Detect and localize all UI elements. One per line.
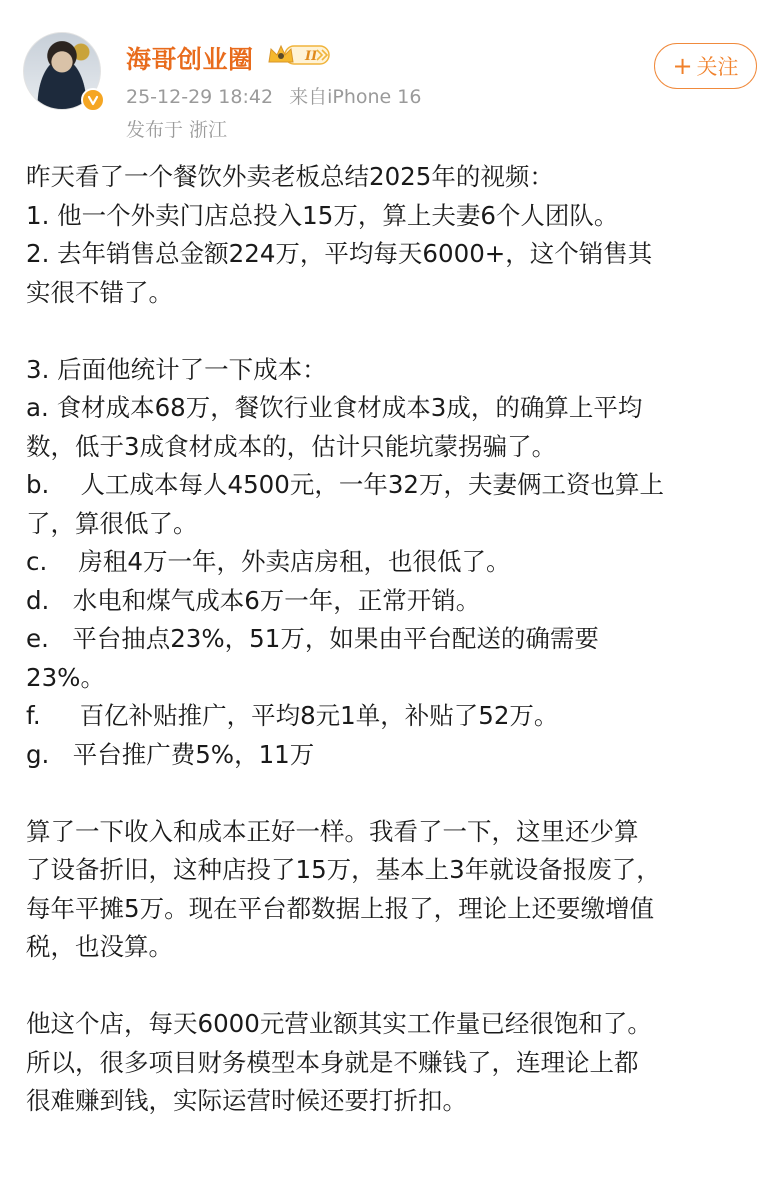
post-text-line: 数，低于3成食材成本的，估计只能坑蒙拐骗了。 [26,431,557,461]
paragraph-gap [26,967,766,1006]
avatar-container[interactable] [23,32,103,112]
post-meta [126,82,421,109]
plus-icon: + [672,52,693,80]
post-text-line: a. 食材成本68万，餐饮行业食材成本3成，的确算上平均 [26,393,643,422]
post-text-line: c. 房租4万一年，外卖店房租，也很低了。 [26,547,511,576]
paragraph-gap [26,312,766,351]
post-text-line: 税，也没算。 [26,932,173,961]
post-text-line: 2. 去年销售总金额224万，平均每天6000+，这个销售其 [26,239,653,268]
post-timestamp: 25-12-29 18:42 [126,86,274,108]
post-text-line: 每年平摊5万。现在平台都数据上报了，理论上还要缴增值 [26,893,655,923]
post-location: 发布于 浙江 [126,119,228,141]
verified-badge-icon [81,88,105,112]
post-text-line: d. 水电和煤气成本6万一年，正常开销。 [26,585,481,615]
post-text-line: b. 人工成本每人4500元，一年32万，夫妻俩工资也算上 [26,470,665,499]
post-text-line: 他这个店，每天6000元营业额其实工作量已经很饱和了。 [26,1009,652,1038]
post-text-line: 了，算很低了。 [26,508,198,538]
post-text-line: 3. 后面他统计了一下成本： [26,354,327,384]
author-name[interactable]: 海哥创业圈 [126,45,254,74]
follow-button-label: 关注 [696,55,739,79]
post-content [26,158,766,1121]
post-text-line: e. 平台抽点23%，51万，如果由平台配送的确需要 [26,624,599,653]
post-text-line: 很难赚到钱，实际运营时候还要打折扣。 [26,1086,467,1115]
post-text-line: g. 平台推广费5%，11万 [26,739,315,769]
post-text-line: f. 百亿补贴推广，平均8元1单，补贴了52万。 [26,701,559,730]
post-text-line: 所以，很多项目财务模型本身就是不赚钱了，连理论上都 [26,1047,639,1077]
post-text-line: 23%。 [26,662,105,692]
post-text-line: 昨天看了一个餐饮外卖老板总结2025年的视频： [26,162,554,191]
vip-level: II [305,49,318,64]
post-source: 来自iPhone 16 [289,86,422,108]
post-header [0,0,783,150]
follow-button[interactable] [654,43,757,89]
post-text-line: 了设备折旧，这种店投了15万，基本上3年就设备报废了， [26,855,661,884]
post-text-line: 实很不错了。 [26,277,173,307]
vip-badge[interactable] [267,42,331,68]
post-text-line: 算了一下收入和成本正好一样。我看了一下，这里还少算 [26,816,639,846]
post-text-line: 1. 他一个外卖门店总投入15万，算上夫妻6个人团队。 [26,200,619,230]
paragraph-gap [26,774,766,813]
